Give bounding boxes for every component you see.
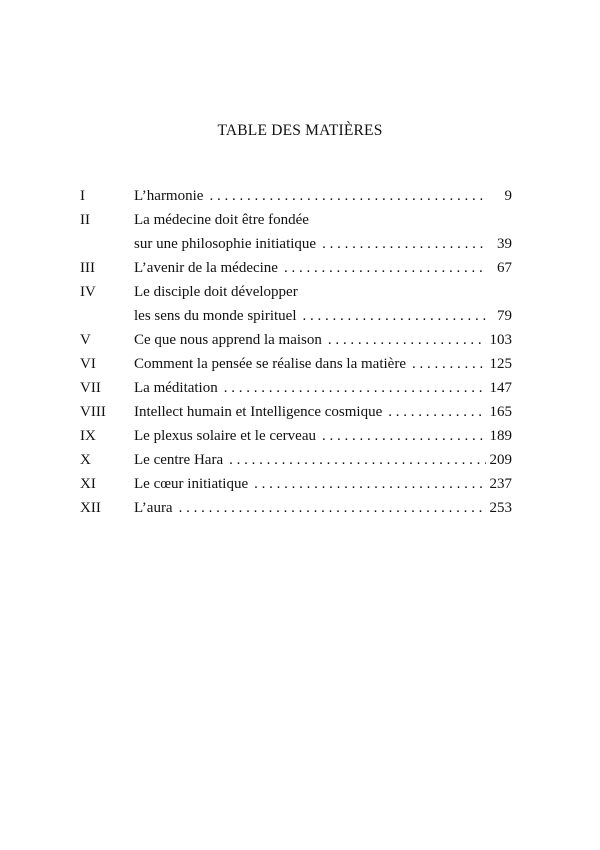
table-of-contents — [80, 184, 512, 520]
chapter-title-line: Ce que nous apprend la maison — [134, 332, 322, 348]
chapter-title-line: Le disciple doit développer — [134, 284, 298, 300]
chapter-title-line: L’avenir de la médecine — [134, 260, 278, 276]
chapter-title-column — [134, 424, 512, 448]
chapter-numeral: VI — [80, 356, 96, 372]
chapter-title-column — [134, 208, 512, 256]
chapter-numeral: I — [80, 188, 85, 204]
toc-entry — [80, 256, 512, 280]
dot-leader — [254, 472, 485, 496]
page-number: 189 — [489, 428, 512, 444]
dot-leader — [179, 496, 486, 520]
chapter-numeral: X — [80, 452, 91, 468]
page-number: 67 — [497, 260, 512, 276]
dot-leader — [229, 448, 485, 472]
chapter-title-column — [134, 496, 512, 520]
chapter-title-column — [134, 376, 512, 400]
chapter-title-column — [134, 400, 512, 424]
page-number: 79 — [497, 308, 512, 324]
chapter-title-line: Intellect humain et Intelligence cosmique — [134, 404, 383, 420]
toc-entry — [80, 496, 512, 520]
chapter-title-last-line — [134, 184, 512, 208]
toc-entry — [80, 424, 512, 448]
chapter-title-last-line — [134, 232, 512, 256]
dot-leader — [224, 376, 486, 400]
dot-leader — [302, 304, 486, 328]
chapter-title-last-line — [134, 328, 512, 352]
chapter-title-last-line — [134, 256, 512, 280]
chapter-title-line: La méditation — [134, 380, 218, 396]
chapter-title-line: Comment la pensée se réalise dans la matière — [134, 356, 406, 372]
chapter-numeral: XI — [80, 476, 96, 492]
chapter-title-column — [134, 352, 512, 376]
toc-entry — [80, 208, 512, 256]
toc-entry — [80, 400, 512, 424]
page-number: 237 — [489, 476, 512, 492]
chapter-numeral: II — [80, 212, 90, 228]
toc-entry — [80, 352, 512, 376]
page-title: TABLE DES MATIÈRES — [217, 122, 383, 139]
chapter-title-column — [134, 256, 512, 280]
dot-leader — [412, 352, 486, 376]
chapter-title-last-line — [134, 400, 512, 424]
chapter-title-column — [134, 328, 512, 352]
chapter-title-last-line — [134, 352, 512, 376]
chapter-title-column — [134, 184, 512, 208]
chapter-title-line: sur une philosophie initiatique — [134, 236, 317, 252]
chapter-title-last-line — [134, 472, 512, 496]
toc-entry — [80, 472, 512, 496]
chapter-title-line: La médecine doit être fondée — [134, 212, 309, 228]
chapter-numeral: VII — [80, 380, 101, 396]
chapter-title-line: Le cœur initiatique — [134, 476, 249, 492]
chapter-title-last-line — [134, 376, 512, 400]
chapter-title-last-line — [134, 424, 512, 448]
toc-entry — [80, 328, 512, 352]
chapter-numeral: V — [80, 332, 91, 348]
chapter-title-line: L’aura — [134, 500, 173, 516]
chapter-title-line: les sens du monde spirituel — [134, 308, 297, 324]
page-number: 125 — [489, 356, 512, 372]
toc-entry — [80, 280, 512, 328]
dot-leader — [388, 400, 485, 424]
chapter-title-line: Le centre Hara — [134, 452, 224, 468]
toc-entry — [80, 376, 512, 400]
chapter-title-last-line — [134, 304, 512, 328]
toc-entry — [80, 184, 512, 208]
page-number: 209 — [489, 452, 512, 468]
page-number: 165 — [489, 404, 512, 420]
chapter-title-last-line — [134, 496, 512, 520]
dot-leader — [284, 256, 486, 280]
page-number: 9 — [504, 188, 512, 204]
chapter-title-line: Le plexus solaire et le cerveau — [134, 428, 316, 444]
chapter-numeral: III — [80, 260, 95, 276]
chapter-numeral: IV — [80, 284, 96, 300]
page-number: 103 — [489, 332, 512, 348]
chapter-title-last-line — [134, 448, 512, 472]
dot-leader — [209, 184, 486, 208]
dot-leader — [328, 328, 486, 352]
chapter-title-column — [134, 448, 512, 472]
toc-entry — [80, 448, 512, 472]
chapter-title-column — [134, 280, 512, 328]
chapter-numeral: VIII — [80, 404, 106, 420]
dot-leader — [322, 424, 486, 448]
chapter-title-column — [134, 472, 512, 496]
page-number: 253 — [489, 500, 512, 516]
page-number: 147 — [489, 380, 512, 396]
chapter-title-line: L’harmonie — [134, 188, 204, 204]
chapter-numeral: IX — [80, 428, 96, 444]
page-number: 39 — [497, 236, 512, 252]
dot-leader — [322, 232, 486, 256]
chapter-numeral: XII — [80, 500, 101, 516]
